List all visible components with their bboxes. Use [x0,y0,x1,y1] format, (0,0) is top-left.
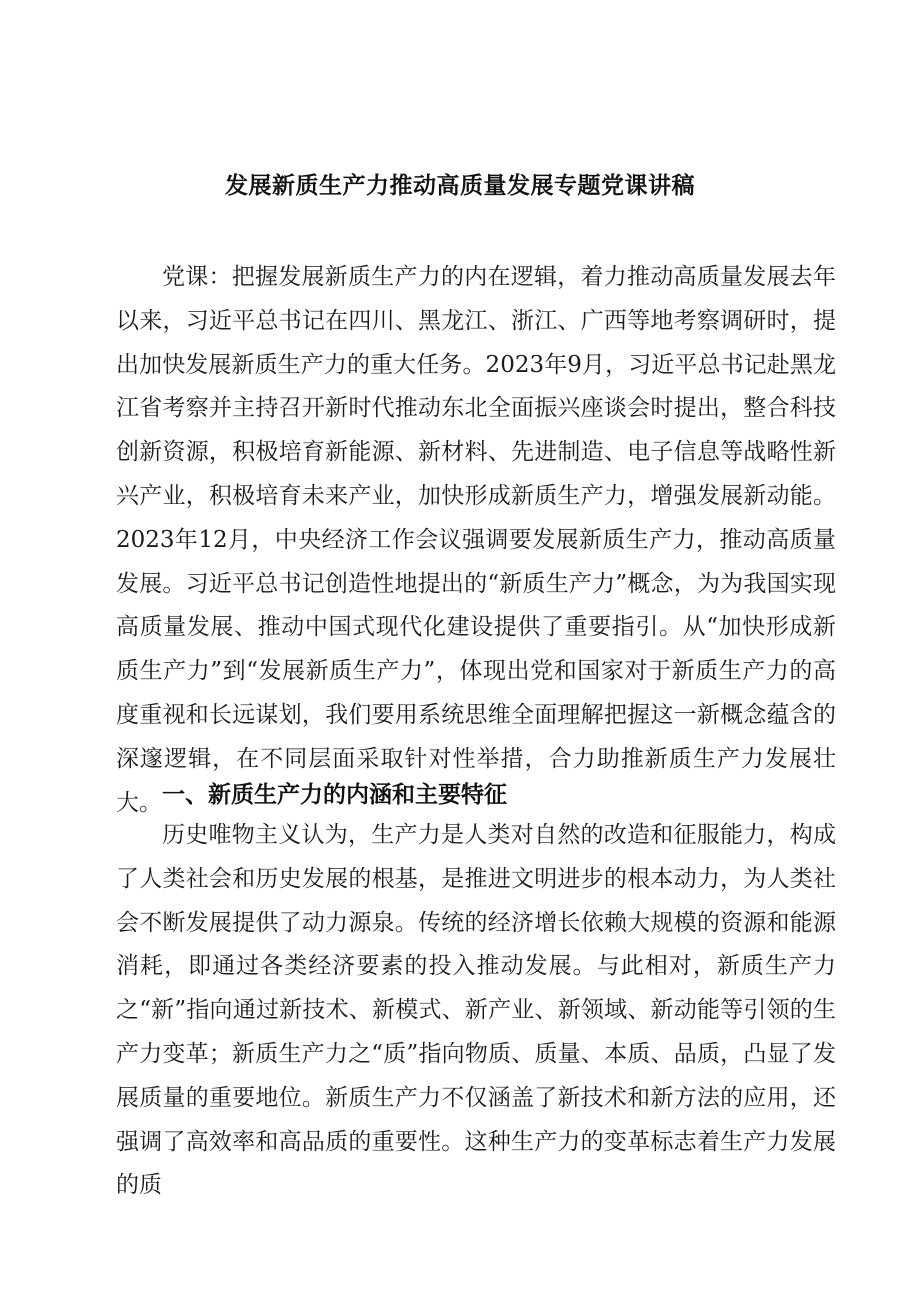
section-paragraph: 历史唯物主义认为，生产力是人类对自然的改造和征服能力，构成了人类社会和历史发展的根基，是推进文明进步的根本动力，为人类社会不断发展提供了动力源泉。传统的经济增长依赖大规模的资源和能源消耗，即通过各类经济要素的投入推动发展。与此相对，新质生产力之“新”指向通过新技术、新模式、新产业、新领域、新动能等引领的生产力变革；新质生产力之“质”指向物质、质量、本质、品质，凸显了发展质量的重要地位。新质生产力不仅涵盖了新技术和新方法的应用，还强调了高效率和高品质的重要性。这种生产力的变革标志着生产力发展的质 [116,822,836,1199]
section-heading: 一、新质生产力的内涵和主要特征 [162,782,507,808]
intro-paragraph: 党课：把握发展新质生产力的内在逻辑，着力推动高质量发展去年以来，习近平总书记在四川、黑龙江、浙江、广西等地考察调研时，提出加快发展新质生产力的重大任务。2023年9月，习近平总书记赴黑龙江省考察并主持召开新时代推动东北全面振兴座谈会时提出，整合科技创新资源，积极培育新能源、新材料、先进制造、电子信息等战略性新兴产业，积极培育未来产业，加快形成新质生产力，增强发展新动能。2023年12月，中央经济工作会议强调要发展新质生产力，推动高质量发展。习近平总书记创造性地提出的“新质生产力”概念，为为我国实现高质量发展、推动中国式现代化建设提供了重要指引。从“加快形成新质生产力”到“发展新质生产力”，体现出党和国家对于新质生产力的高度重视和长远谋划，我们要用系统思维全面理解把握这一新概念蕴含的深邃逻辑，在不同层面采取针对性举措，合力助推新质生产力发展壮大。 [116,264,836,816]
document-title: 发展新质生产力推动高质量发展专题党课讲稿 [225,173,695,199]
